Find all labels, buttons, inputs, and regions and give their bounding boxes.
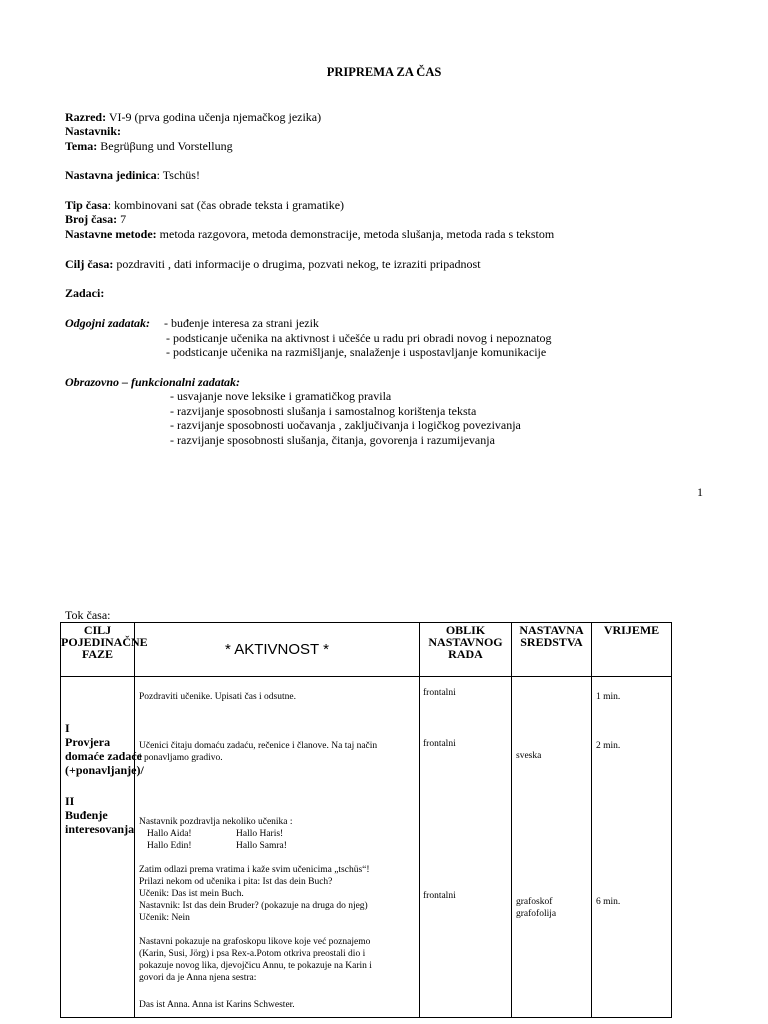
header-cilj-line: CILJ (83, 623, 112, 637)
activity-line: Zatim odlazi prema vratima i kaže svim učenicima „tschüs“! (139, 865, 370, 875)
lesson-table (60, 622, 672, 1018)
table-row (61, 677, 672, 1018)
oblik-value: frontalni (423, 688, 456, 698)
vrijeme-value: 6 min. (596, 897, 621, 907)
tema-value: Begrüβung und Vorstellung (97, 139, 233, 153)
jedinica-line (65, 168, 200, 182)
header-sredstva-line: SREDSTVA (520, 635, 583, 649)
activity-line: Učenik: Das ist mein Buch. (139, 889, 244, 899)
phase-line: (+ponavljanje)/ (65, 763, 144, 777)
activity-line: Hallo Edin! (147, 841, 192, 851)
oblik-value: frontalni (423, 739, 456, 749)
sredstva-value: grafoskof (516, 897, 553, 907)
phase-line: II (65, 794, 75, 808)
tema-line (65, 139, 233, 153)
cell-sredstva (512, 677, 592, 1018)
header-cilj-line: POJEDINAČNE (61, 635, 148, 649)
activity-line: Das ist Anna. Anna ist Karins Schwester. (139, 1000, 295, 1010)
header-aktivnost-label: * AKTIVNOST * (225, 641, 329, 658)
activity-line: Nastavnik pozdravlja nekoliko učenika : (139, 817, 293, 827)
activity-line: Hallo Samra! (236, 841, 287, 851)
odgojni-item: - buđenje interesa za strani jezik (164, 316, 319, 330)
phase-line: Buđenje (65, 808, 108, 822)
activity-line: Učenik: Nein (139, 913, 190, 923)
cell-phases (61, 677, 144, 1018)
phase-line: domaće zadaće (65, 749, 142, 763)
vrijeme-value: 1 min. (596, 692, 621, 702)
header-oblik-line: RADA (448, 647, 483, 661)
header-oblik-line: OBLIK (445, 623, 486, 637)
page-number: 1 (697, 485, 703, 499)
tok-label: Tok časa: (65, 608, 111, 622)
metode-line (65, 227, 554, 241)
odgojni-item: - podsticanje učenika na aktivnost i učešće u radu pri obradi novog i nepoznatog (166, 331, 552, 345)
tip-value: : kombinovani sat (čas obrade teksta i gramatike) (107, 198, 345, 212)
zadaci-label: Zadaci: (65, 286, 105, 300)
cell-oblik (420, 677, 512, 1018)
obrazovno-item: - razvijanje sposobnosti slušanja, čitanja, govorenja i razumijevanja (170, 433, 495, 447)
razred-label: Razred: (65, 110, 107, 124)
razred-value: VI-9 (prva godina učenja njemačkog jezika) (106, 110, 322, 124)
jedinica-label: Nastavna jedinica (65, 168, 157, 182)
jedinica-value: : Tschüs! (156, 168, 200, 182)
phase-line: interesovanja (65, 822, 135, 836)
odgojni-item: - podsticanje učenika na razmišljanje, snalaženje i uspostavljanje komunikacije (166, 345, 547, 359)
razred-line (65, 110, 321, 124)
activity-line: Hallo Aida! (147, 829, 192, 839)
tip-label: Tip časa (65, 198, 108, 212)
table-header-row (61, 623, 672, 677)
oblik-value: frontalni (423, 891, 456, 901)
header-cilj-line: FAZE (81, 647, 114, 661)
header-sredstva (512, 623, 592, 677)
header-oblik (420, 623, 512, 677)
cilj-value: pozdraviti , dati informacije o drugima, pozvati nekog, te izraziti pripadnost (113, 257, 481, 271)
broj-value: 7 (117, 212, 127, 226)
sredstva-value: grafofolija (516, 909, 557, 919)
broj-label: Broj časa: (65, 212, 118, 226)
tip-line (65, 198, 344, 212)
obrazovno-item: - razvijanje sposobnosti slušanja i samostalnog korištenja teksta (170, 404, 477, 418)
header-vrijeme-line: VRIJEME (603, 623, 660, 637)
tema-label: Tema: (65, 139, 98, 153)
cell-activity (135, 677, 420, 1018)
header-sredstva-line: NASTAVNA (519, 623, 584, 637)
activity-line: Nastavnik: Ist das dein Bruder? (pokazuje na druga do njeg) (139, 901, 368, 911)
activity-line: i ponavljamo gradivo. (139, 753, 223, 763)
metode-value: metoda razgovora, metoda demonstracije, metoda slušanja, metoda rada s tekstom (156, 227, 555, 241)
activity-line: Pozdraviti učenike. Upisati čas i odsutne. (139, 692, 296, 702)
metode-label: Nastavne metode: (65, 227, 157, 241)
sredstva-value: sveska (516, 751, 542, 761)
activity-line: Hallo Haris! (236, 829, 284, 839)
activity-line: Prilazi nekom od učenika i pita: Ist das dein Buch? (139, 877, 333, 887)
obrazovno-label: Obrazovno – funkcionalni zadatak: (65, 375, 241, 389)
header-aktivnost (135, 623, 420, 677)
cilj-label: Cilj časa: (65, 257, 114, 271)
activity-line: govori da je Anna njena sestra: (139, 973, 257, 983)
phase-line: I (65, 721, 70, 735)
cilj-line (65, 257, 481, 271)
obrazovno-item: - usvajanje nove leksike i gramatičkog pravila (170, 389, 392, 403)
activity-line: Učenici čitaju domaću zadaću, rečenice i članove. Na taj način (139, 741, 378, 751)
phase-line: Provjera (65, 735, 111, 749)
broj-line (65, 212, 126, 226)
activity-line: pokazuje novog lika, djevojčicu Annu, te pokazuje na Karin i (139, 961, 372, 971)
header-oblik-line: NASTAVNOG (428, 635, 503, 649)
odgojni-label: Odgojni zadatak: (65, 316, 151, 330)
obrazovno-item: - razvijanje sposobnosti uočavanja , zaključivanja i logičkog povezivanja (170, 418, 521, 432)
page-title: PRIPREMA ZA ČAS (326, 65, 442, 79)
vrijeme-value: 2 min. (596, 741, 621, 751)
activity-line: (Karin, Susi, Jörg) i psa Rex-a.Potom otkriva preostali dio i (139, 949, 366, 959)
nastavnik-label: Nastavnik: (65, 124, 122, 138)
cell-vrijeme (592, 677, 672, 1018)
activity-line: Nastavni pokazuje na grafoskopu likove koje već poznajemo (139, 937, 371, 947)
header-vrijeme (592, 623, 672, 677)
header-cilj (61, 623, 148, 677)
